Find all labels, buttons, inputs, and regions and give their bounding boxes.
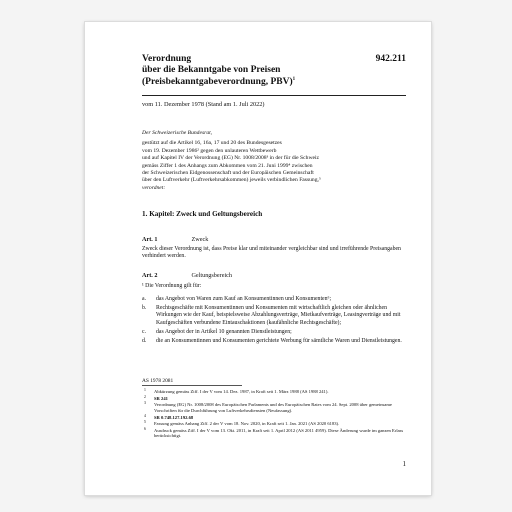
footnote-text: SR 0.748.127.192.68 (154, 414, 194, 420)
list-marker: b. (142, 304, 147, 311)
article-2-intro: ¹ Die Verordnung gilt für: (142, 283, 202, 289)
preamble-line: über den Luftverkehr (Luftverkehrsabkommen) jeweils verbindlichen Fassung,⁵ (142, 177, 321, 184)
preamble-line: vom 19. Dezember 1986² gegen den unlauteren Wettbewerb (142, 147, 277, 154)
footnote-divider (142, 385, 242, 386)
preamble-closing: verordnet: (142, 184, 166, 191)
article-number: Art. 1 (142, 236, 158, 243)
article-title: Geltungsbereich (191, 272, 233, 279)
title-line: über die Bekanntgabe von Preisen (142, 64, 281, 75)
footnote-mark: 1 (144, 388, 146, 392)
footnote-text: Verordnung (EG) Nr. 1008/2008 des Europäischen Parlaments und des Europäischen Rates vom 24. Sept. 2008 über gemeinsame Vorschriften für die Durchführung von Luftverkehrsdiensten (Neufassung). (154, 402, 392, 413)
footnote-mark: 2 (144, 394, 146, 399)
title-line: (Preisbekanntgabeverordnung, PBV) (142, 77, 293, 88)
document-title (142, 54, 295, 88)
list-item-text: das Angebot der in Artikel 10 genannten Dienstleistungen; (156, 328, 292, 335)
footnote-mark: 6 (144, 426, 146, 431)
footnote-text: Abkürzung gemäss Ziff. I der V vom 14. Dez. 1987, in Kraft seit 1. März 1988 (AS 1988 241). (154, 389, 329, 394)
article-number: Art. 2 (142, 272, 158, 279)
preamble-line: und auf Kapitel IV der Verordnung (EG) Nr. 1008/2008³ in der für die Schweiz (142, 155, 320, 162)
list-item (142, 329, 406, 336)
footnotes (142, 389, 409, 440)
footnote (142, 402, 409, 413)
sr-number: 942.211 (375, 54, 406, 64)
article-title: Zweck (191, 236, 209, 243)
preamble (142, 130, 410, 192)
footnote (142, 396, 409, 402)
page-number: 1 (402, 460, 406, 468)
preamble-line: gemäss Ziffer 1 des Anhangs zum Abkommen vom 21. Juni 1999⁴ zwischen (142, 162, 313, 169)
chapter-heading: 1. Kapitel: Zweck und Geltungsbereich (142, 210, 263, 218)
list-item-text: die an Konsumentinnen und Konsumenten gerichtete Werbung für sämtliche Waren und Dienstleistungen. (156, 337, 402, 344)
header-divider (142, 95, 406, 96)
list-marker: c. (142, 328, 147, 335)
list-item (142, 338, 406, 345)
footnote-mark: 3 (144, 401, 146, 406)
article-2-heading (142, 272, 232, 279)
article-2-list (142, 296, 406, 346)
list-item (142, 305, 406, 327)
preamble-line: der Schweizerischen Eidgenossenschaft und der Europäischen Gemeinschaft (142, 170, 314, 177)
footnote-mark: 4 (144, 413, 146, 418)
footnote-text: Ausdruck gemäss Ziff. I der V vom 13. Okt. 2011, in Kraft seit 1. April 2012 (AS 2011 4959). Diese Änderung wurde im ganzen Erlass berücksichtigt. (154, 427, 404, 439)
list-marker: a. (142, 296, 147, 302)
footnote (142, 428, 409, 439)
preamble-authority: Der Schweizerische Bundesrat, (142, 130, 213, 136)
footnote-text: SR 241 (154, 395, 168, 401)
list-item-text: Rechtsgeschäfte mit Konsumentinnen und Konsumenten mit wirtschaftlich gleichen oder ähnlichen Wirkungen wie der Kauf, beispielsweise Abzahlungsverträge, Mietkaufverträge, Leasingverträge und mit Kaufgeschäften verbundene Eintauschaktionen (kaufähnliche Rechtsgeschäfte); (156, 304, 401, 326)
footnote-mark: 5 (144, 420, 146, 425)
list-marker: d. (142, 337, 147, 344)
footnote-text: Fassung gemäss Anhang Ziff. 2 der V vom 18. Nov. 2020, in Kraft seit 1. Jan. 2021 (AS 2020 6183). (154, 421, 340, 427)
list-item (142, 296, 406, 303)
preamble-line: gestützt auf die Artikel 16, 16a, 17 und 20 des Bundesgesetzes (142, 140, 282, 147)
footnote (142, 415, 409, 421)
date-line: vom 11. Dezember 1978 (Stand am 1. Juli 2022) (142, 101, 265, 108)
article-1-heading (142, 236, 208, 243)
document-page (85, 22, 431, 495)
footnote (142, 389, 409, 395)
article-1-text: Zweck dieser Verordnung ist, dass Preise klar und miteinander vergleichbar sind und irreführende Preisangaben verhindert werden. (142, 246, 401, 260)
footnote (142, 421, 409, 427)
title-footnote-mark: 1 (292, 77, 296, 82)
list-item-text: das Angebot von Waren zum Kauf an Konsumentinnen und Konsumenten⁶; (156, 296, 332, 302)
footnote-source: AS 1978 2081 (142, 378, 174, 384)
title-line: Verordnung (142, 54, 192, 64)
